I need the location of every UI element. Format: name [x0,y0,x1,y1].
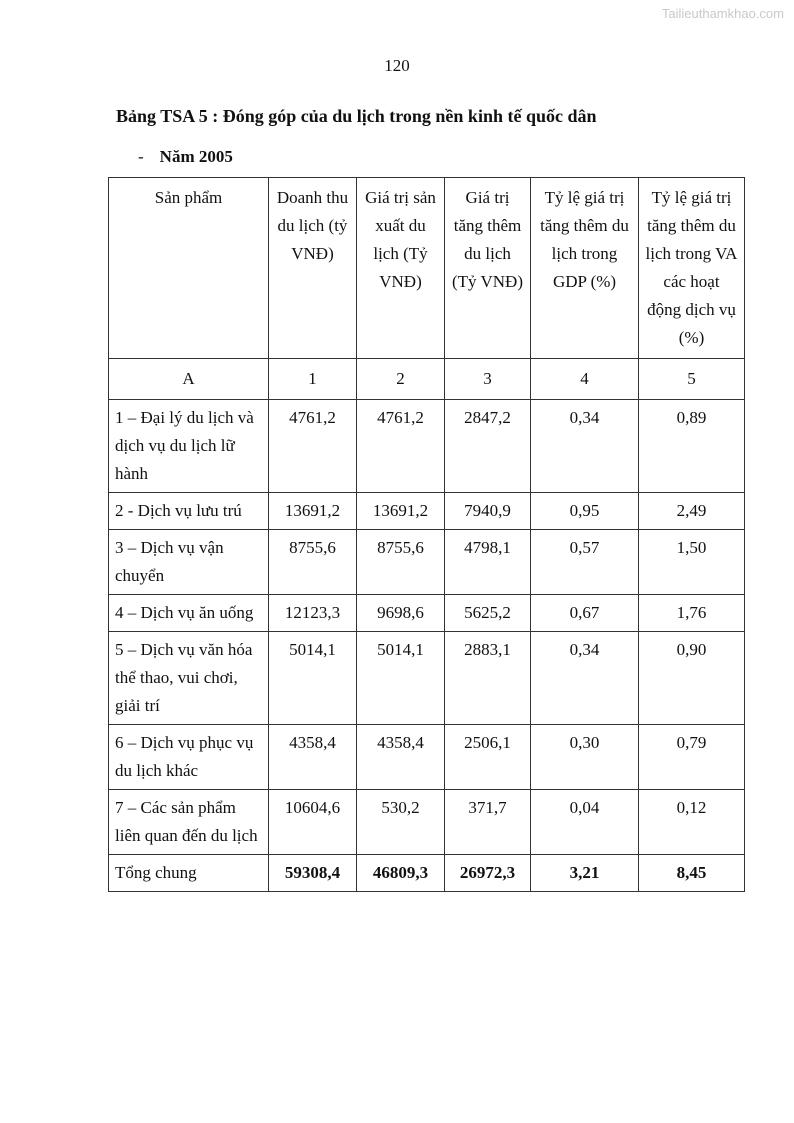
table-row [109,530,745,595]
year-label: Năm 2005 [159,147,233,166]
header-cell: Tỷ lệ giá trị tăng thêm du lịch trong VA các hoạt động dịch vụ (%) [639,178,745,359]
value-cell: 1,50 [639,530,745,595]
value-cell: 2847,2 [445,400,531,493]
index-cell: 4 [531,359,639,400]
value-cell: 4358,4 [357,725,445,790]
value-cell: 530,2 [357,790,445,855]
value-cell: 7940,9 [445,493,531,530]
value-cell: 8755,6 [269,530,357,595]
value-cell: 13691,2 [357,493,445,530]
value-cell: 0,95 [531,493,639,530]
table-row [109,493,745,530]
value-cell: 12123,3 [269,595,357,632]
value-cell: 4761,2 [357,400,445,493]
year-bullet: - [138,147,144,166]
value-cell: 13691,2 [269,493,357,530]
value-cell: 0,67 [531,595,639,632]
total-cell: 3,21 [531,855,639,892]
value-cell: 9698,6 [357,595,445,632]
table-row [109,595,745,632]
product-cell: 2 - Dịch vụ lưu trú [109,493,269,530]
value-cell: 5014,1 [269,632,357,725]
total-cell: 26972,3 [445,855,531,892]
value-cell: 0,04 [531,790,639,855]
index-row [109,359,745,400]
value-cell: 2,49 [639,493,745,530]
value-cell: 0,90 [639,632,745,725]
value-cell: 0,12 [639,790,745,855]
value-cell: 10604,6 [269,790,357,855]
index-cell: 3 [445,359,531,400]
header-cell: Tỷ lệ giá trị tăng thêm du lịch trong GDP (%) [531,178,639,359]
table-row [109,400,745,493]
total-cell: 46809,3 [357,855,445,892]
product-cell: 1 – Đại lý du lịch và dịch vụ du lịch lữ hành [109,400,269,493]
header-cell: Doanh thu du lịch (tỷ VNĐ) [269,178,357,359]
table-title: Bảng TSA 5 : Đóng góp của du lịch trong nền kinh tế quốc dân [116,106,597,126]
page-number: 120 [384,56,410,75]
product-cell: 3 – Dịch vụ vận chuyển [109,530,269,595]
value-cell: 371,7 [445,790,531,855]
value-cell: 4798,1 [445,530,531,595]
value-cell: 8755,6 [357,530,445,595]
index-cell: A [109,359,269,400]
value-cell: 4761,2 [269,400,357,493]
index-cell: 2 [357,359,445,400]
table-row [109,790,745,855]
total-cell: 59308,4 [269,855,357,892]
total-row [109,855,745,892]
header-cell: Sản phẩm [109,178,269,359]
index-cell: 1 [269,359,357,400]
watermark: Tailieuthamkhao.com [661,6,784,21]
product-cell: 6 – Dịch vụ phục vụ du lịch khác [109,725,269,790]
year-line [138,147,233,167]
value-cell: 4358,4 [269,725,357,790]
value-cell: 0,57 [531,530,639,595]
value-cell: 2883,1 [445,632,531,725]
table-row [109,632,745,725]
value-cell: 0,89 [639,400,745,493]
value-cell: 0,30 [531,725,639,790]
tsa5-table [108,177,745,892]
value-cell: 1,76 [639,595,745,632]
table-row [109,725,745,790]
header-cell: Giá trị sản xuất du lịch (Tỷ VNĐ) [357,178,445,359]
product-cell: 7 – Các sản phẩm liên quan đến du lịch [109,790,269,855]
product-cell: 5 – Dịch vụ văn hóa thể thao, vui chơi, giải trí [109,632,269,725]
value-cell: 5014,1 [357,632,445,725]
product-cell: 4 – Dịch vụ ăn uống [109,595,269,632]
header-cell: Giá trị tăng thêm du lịch (Tỷ VNĐ) [445,178,531,359]
value-cell: 0,79 [639,725,745,790]
total-label: Tổng chung [109,855,269,892]
value-cell: 0,34 [531,632,639,725]
header-row [109,178,745,359]
value-cell: 2506,1 [445,725,531,790]
index-cell: 5 [639,359,745,400]
value-cell: 0,34 [531,400,639,493]
total-cell: 8,45 [639,855,745,892]
value-cell: 5625,2 [445,595,531,632]
